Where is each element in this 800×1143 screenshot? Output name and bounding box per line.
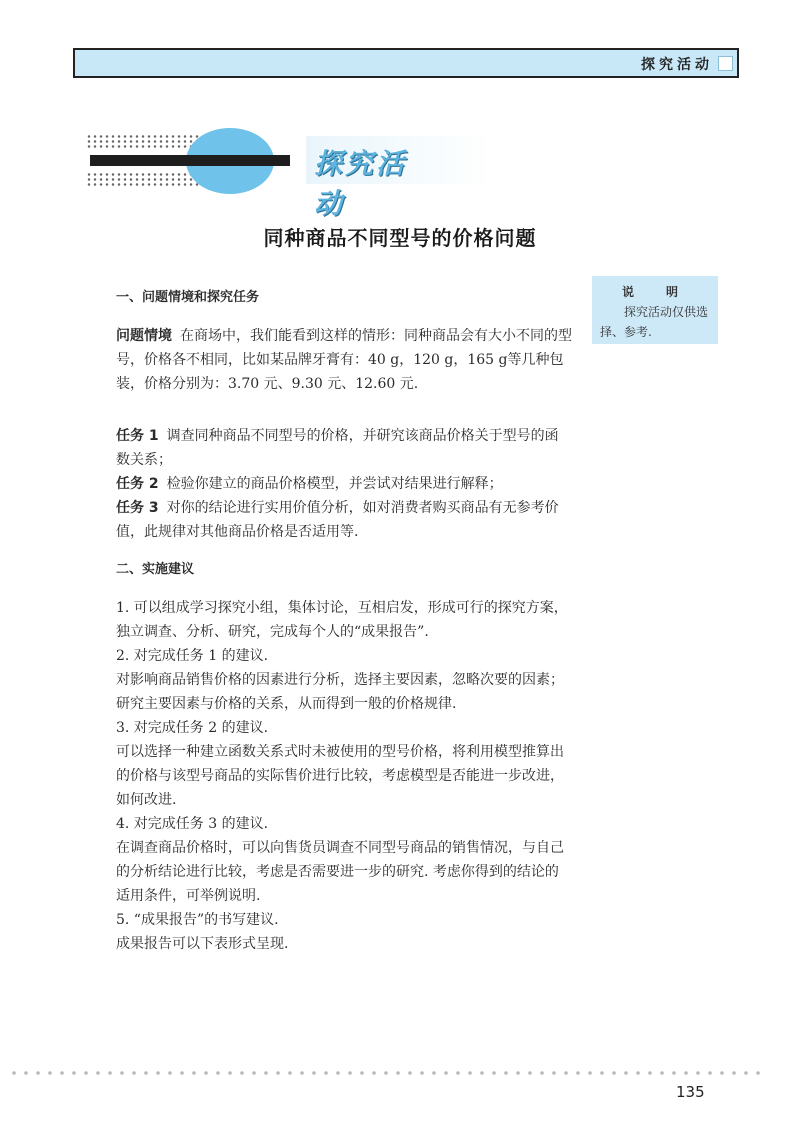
section2-heading: 二、实施建议 <box>116 562 195 577</box>
suggestion-paragraph: 5. “成果报告”的书写建议. <box>116 912 279 928</box>
note-title: 说 明 <box>621 285 688 299</box>
task-1 <box>116 424 572 472</box>
problem-label: 问题情境 <box>116 328 172 344</box>
task-2 <box>116 472 572 496</box>
task-1-text: 调查同种商品不同型号的价格，并研究该商品价格关于型号的函数关系； <box>116 428 559 468</box>
section-logo <box>86 128 416 220</box>
note-box <box>592 276 718 344</box>
task-3-label: 任务 3 <box>116 500 159 516</box>
problem-paragraph <box>116 324 572 396</box>
suggestion-paragraph: 2. 对完成任务 1 的建议. <box>116 648 269 664</box>
header-bar <box>73 48 739 78</box>
page-title: 同种商品不同型号的价格问题 <box>263 226 537 250</box>
footer-divider <box>8 1070 768 1076</box>
task-3-text: 对你的结论进行实用价值分析，如对消费者购买商品有无参考价值，此规律对其他商品价格是否适用等. <box>116 500 559 540</box>
page-number: 135 <box>676 1083 705 1101</box>
suggestion-paragraph: 对影响商品销售价格的因素进行分析，选择主要因素，忽略次要的因素；研究主要因素与价格的关系，从而得到一般的价格规律. <box>116 672 564 712</box>
note-body: 探究活动仅供选择、参考. <box>600 305 709 339</box>
suggestion-paragraph: 成果报告可以下表形式呈现. <box>116 936 289 952</box>
header-square-icon <box>718 56 733 71</box>
logo-text: 探究活动 <box>314 147 408 220</box>
logo-dots-top <box>86 134 206 148</box>
task-2-text: 检验你建立的商品价格模型，并尝试对结果进行解释； <box>166 476 503 492</box>
suggestion-paragraph: 可以选择一种建立函数关系式时未被使用的型号价格，将利用模型推算出的价格与该型号商品的实际售价进行比较，考虑模型是否能进一步改进，如何改进. <box>116 744 564 808</box>
suggestion-paragraph: 1. 可以组成学习探究小组，集体讨论，互相启发，形成可行的探究方案，独立调查、分析、研究，完成每个人的“成果报告”. <box>116 600 568 640</box>
logo-bar <box>90 155 290 166</box>
suggestion-paragraph: 4. 对完成任务 3 的建议. <box>116 816 269 832</box>
task-2-label: 任务 2 <box>116 476 159 492</box>
problem-text: 在商场中，我们能看到这样的情形：同种商品会有大小不同的型号，价格各不相同，比如某品牌牙膏有：40 g，120 g，165 g等几种包装，价格分别为：3.70 元、9.30 元、12.60 元. <box>116 328 572 392</box>
suggestion-paragraph: 在调查商品价格时，可以向售货员调查不同型号商品的销售情况，与自己的分析结论进行比较，考虑是否需要进一步的研究. 考虑你得到的结论的适用条件，可举例说明. <box>116 840 564 904</box>
content <box>116 286 572 956</box>
task-3 <box>116 496 572 544</box>
logo-dots-bottom <box>86 172 206 186</box>
header-label: 探究活动 <box>641 57 713 73</box>
section1-heading: 一、问题情境和探究任务 <box>116 290 260 305</box>
suggestion-paragraph: 3. 对完成任务 2 的建议. <box>116 720 269 736</box>
task-1-label: 任务 1 <box>116 428 159 444</box>
